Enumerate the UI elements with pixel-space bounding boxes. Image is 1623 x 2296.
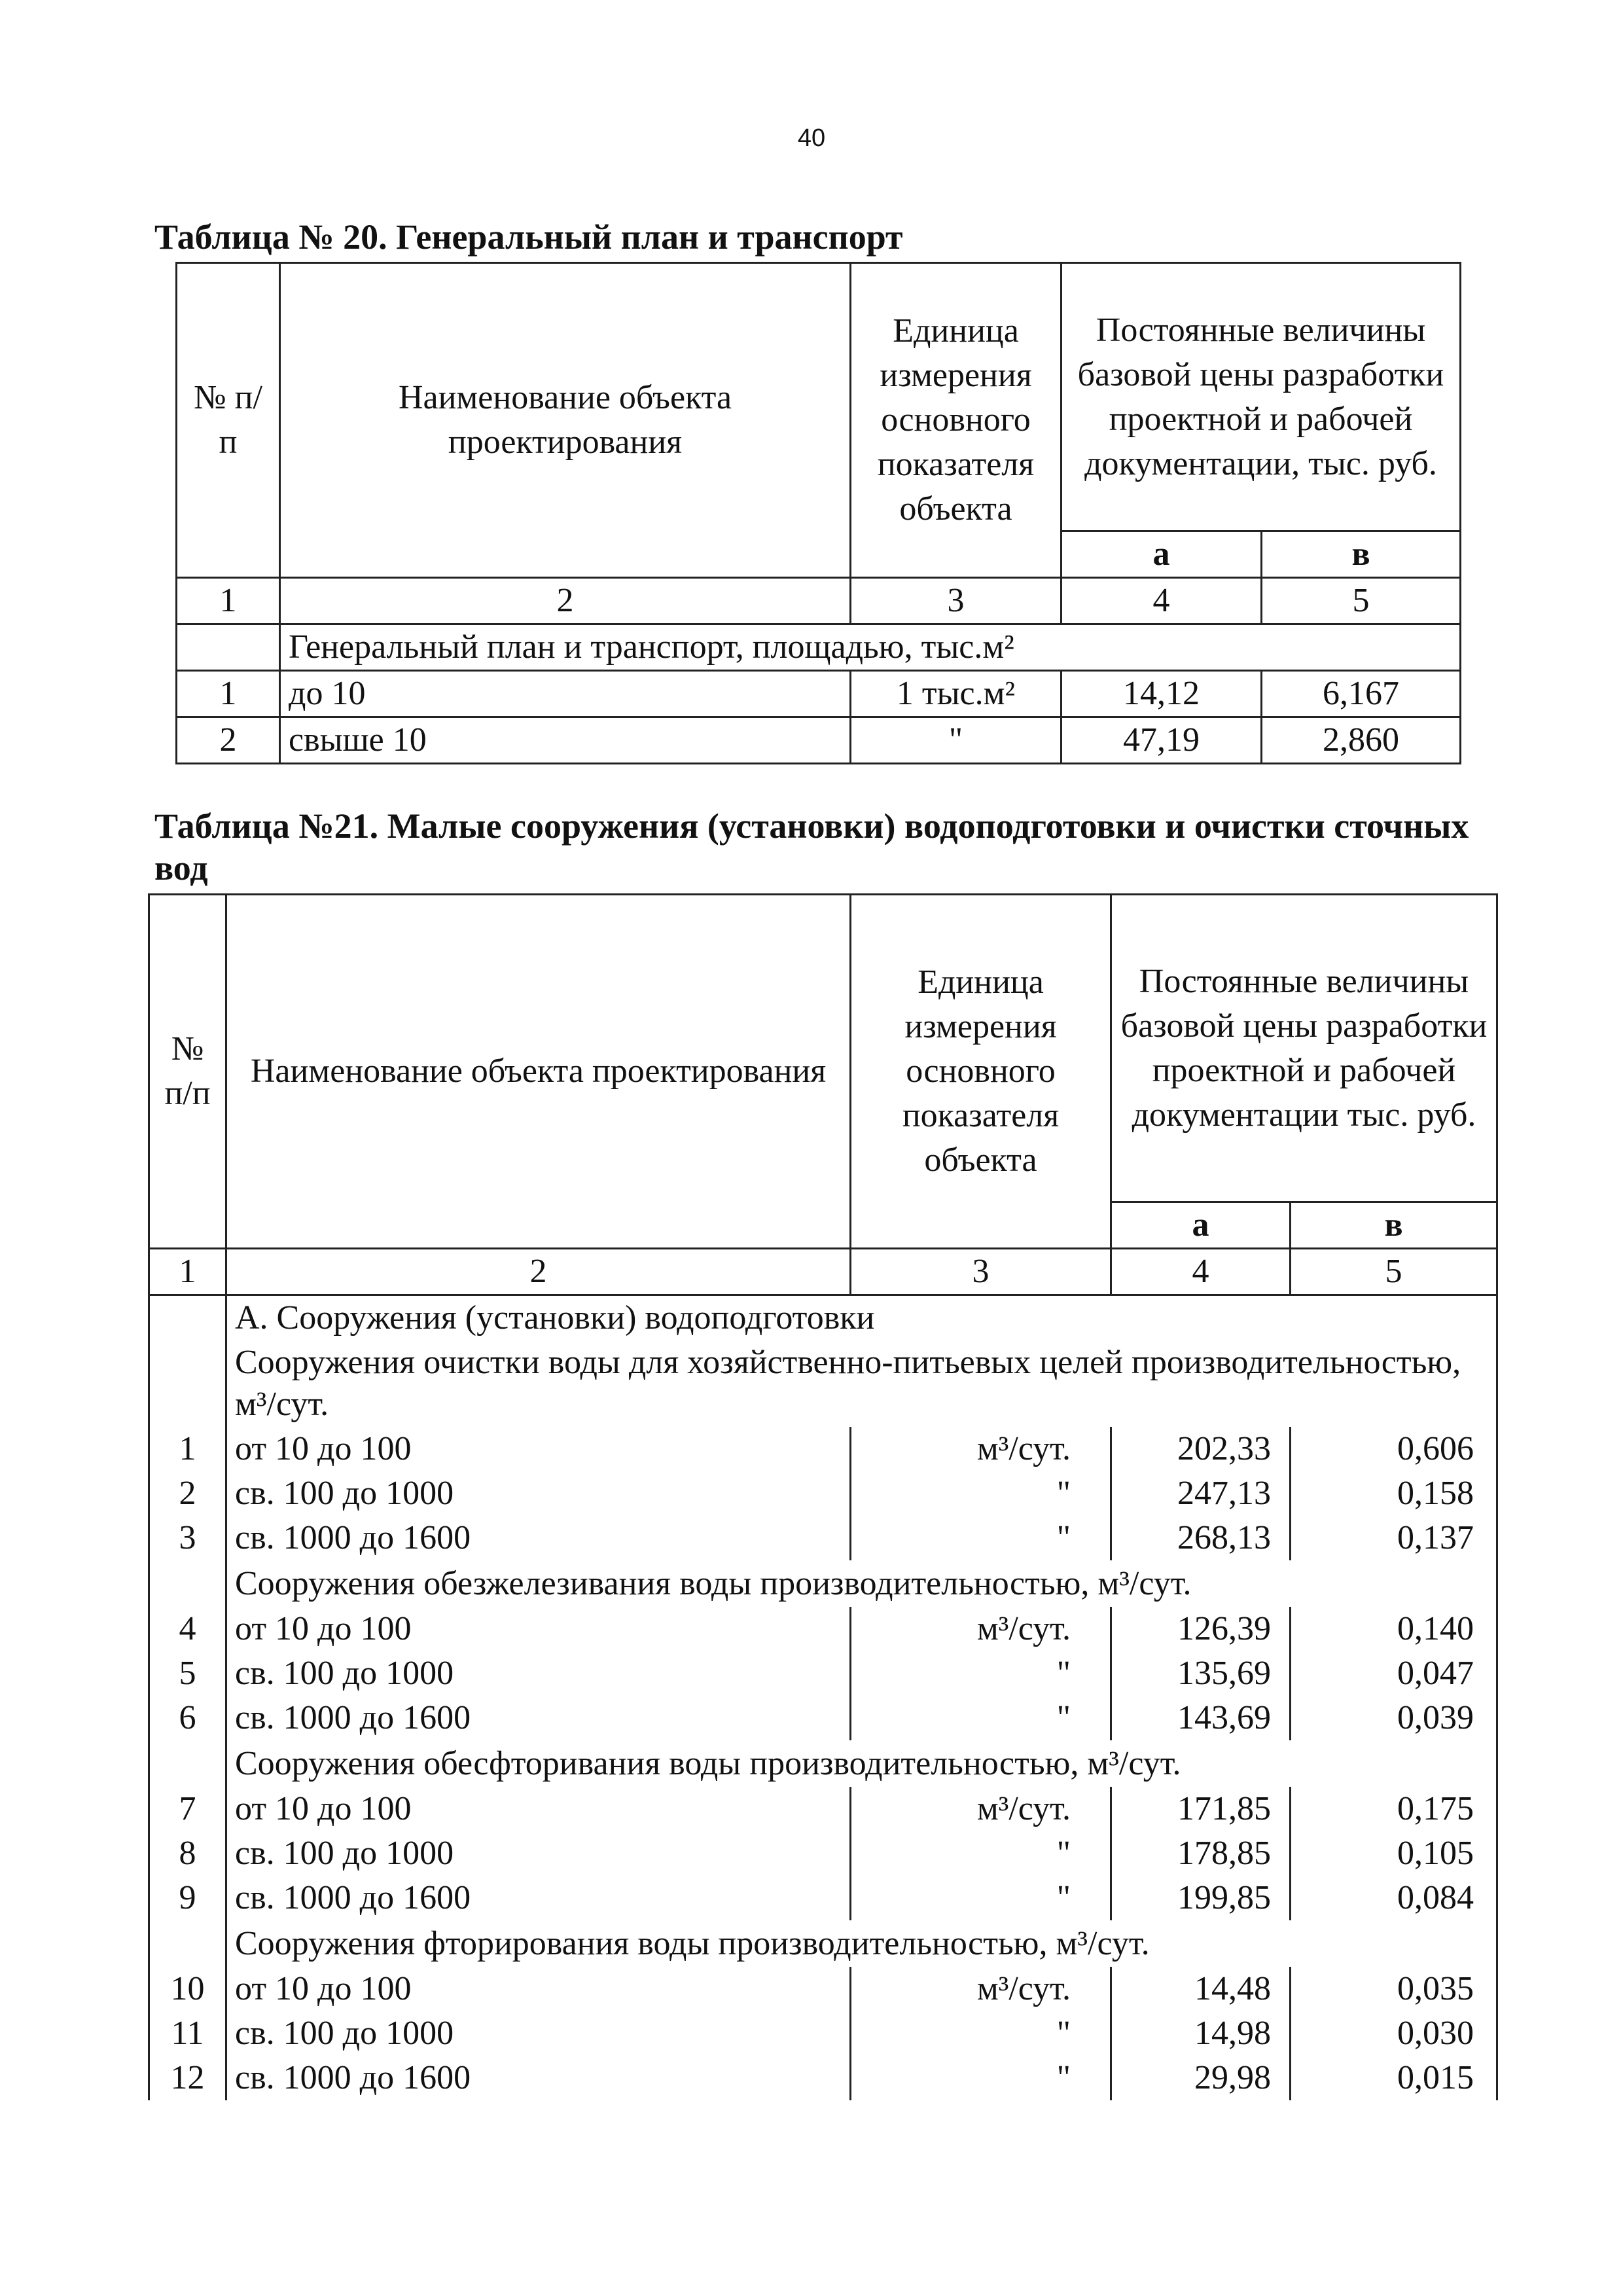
row-value-a: 178,85 — [1111, 1831, 1291, 1876]
table-row — [149, 2056, 1497, 2100]
col-number: 4 — [1061, 578, 1262, 624]
row-number: 7 — [149, 1787, 226, 1831]
section-title: А. Сооружения (установки) водоподготовки — [226, 1295, 1497, 1341]
row-unit: м³/сут. — [851, 1427, 1111, 1471]
table-row — [149, 2011, 1497, 2056]
col-number: 2 — [226, 1249, 851, 1295]
table-row — [149, 1516, 1497, 1560]
row-number: 11 — [149, 2011, 226, 2056]
row-unit: м³/сут. — [851, 1967, 1111, 2011]
row-name: св. 100 до 1000 — [226, 1651, 851, 1696]
col-number: 3 — [851, 578, 1061, 624]
row-name: св. 100 до 1000 — [226, 1831, 851, 1876]
row-value-a: 47,19 — [1061, 717, 1262, 764]
section-title: Генеральный план и транспорт, площадью, тыс.м² — [280, 624, 1461, 671]
header-name: Наименование объекта проектирования — [226, 895, 851, 1249]
header-num: № п/п — [149, 895, 226, 1249]
row-name: св. 100 до 1000 — [226, 1471, 851, 1516]
row-number: 8 — [149, 1831, 226, 1876]
row-name: св. 1000 до 1600 — [226, 1696, 851, 1740]
table-row — [149, 1651, 1497, 1696]
row-unit: " — [851, 1876, 1111, 1920]
empty-cell — [149, 1920, 226, 1967]
header-name: Наименование объекта проектирования — [280, 263, 851, 578]
row-number: 10 — [149, 1967, 226, 2011]
header-const: Постоянные величины базовой цены разработки проектной и рабочей документации тыс. руб. — [1111, 895, 1497, 1202]
row-unit: " — [851, 717, 1061, 764]
row-value-a: 143,69 — [1111, 1696, 1291, 1740]
header-const: Постоянные величины базовой цены разработки проектной и рабочей документации, тыс. руб. — [1061, 263, 1461, 531]
row-unit: " — [851, 1516, 1111, 1560]
table-20-caption: Таблица № 20. Генеральный план и транспорт — [154, 217, 903, 257]
row-unit: м³/сут. — [851, 1787, 1111, 1831]
table-20 — [175, 262, 1461, 764]
group-title-row — [149, 1920, 1497, 1967]
row-value-a: 29,98 — [1111, 2056, 1291, 2100]
row-unit: " — [851, 1471, 1111, 1516]
row-value-b: 0,035 — [1291, 1967, 1497, 2011]
column-numbers-row — [149, 1249, 1497, 1295]
row-value-a: 126,39 — [1111, 1607, 1291, 1651]
table-row — [149, 1967, 1497, 2011]
row-value-a: 268,13 — [1111, 1516, 1291, 1560]
row-value-b: 0,039 — [1291, 1696, 1497, 1740]
header-a: а — [1061, 531, 1262, 578]
table-row — [177, 717, 1461, 764]
row-value-a: 202,33 — [1111, 1427, 1291, 1471]
row-unit: " — [851, 2011, 1111, 2056]
row-unit: " — [851, 1696, 1111, 1740]
group-title-row — [149, 1340, 1497, 1427]
page-number: 40 — [797, 124, 826, 152]
row-value-a: 135,69 — [1111, 1651, 1291, 1696]
row-value-b: 2,860 — [1262, 717, 1461, 764]
row-name: св. 1000 до 1600 — [226, 1876, 851, 1920]
header-unit: Единица измерения основного показателя объекта — [851, 895, 1111, 1249]
table-row — [149, 1471, 1497, 1516]
empty-cell — [149, 1340, 226, 1427]
row-value-b: 0,084 — [1291, 1876, 1497, 1920]
row-value-a: 14,48 — [1111, 1967, 1291, 2011]
section-row — [149, 1295, 1497, 1341]
row-value-a: 199,85 — [1111, 1876, 1291, 1920]
row-value-a: 14,12 — [1061, 671, 1262, 717]
row-unit: " — [851, 1651, 1111, 1696]
table-row — [149, 1831, 1497, 1876]
row-number: 5 — [149, 1651, 226, 1696]
row-number: 6 — [149, 1696, 226, 1740]
row-value-a: 247,13 — [1111, 1471, 1291, 1516]
col-number: 1 — [149, 1249, 226, 1295]
row-value-b: 0,140 — [1291, 1607, 1497, 1651]
row-name: свыше 10 — [280, 717, 851, 764]
col-number: 3 — [851, 1249, 1111, 1295]
col-number: 5 — [1262, 578, 1461, 624]
empty-cell — [177, 624, 280, 671]
row-value-b: 0,606 — [1291, 1427, 1497, 1471]
col-number: 2 — [280, 578, 851, 624]
table-row — [149, 1427, 1497, 1471]
header-num: № п/п — [177, 263, 280, 578]
row-name: от 10 до 100 — [226, 1787, 851, 1831]
row-value-b: 6,167 — [1262, 671, 1461, 717]
group-title: Сооружения обезжелезивания воды производительностью, м³/сут. — [226, 1560, 1497, 1607]
table-row — [149, 1696, 1497, 1740]
row-value-b: 0,015 — [1291, 2056, 1497, 2100]
empty-cell — [149, 1740, 226, 1787]
row-name: св. 100 до 1000 — [226, 2011, 851, 2056]
row-value-b: 0,175 — [1291, 1787, 1497, 1831]
table-row — [177, 671, 1461, 717]
header-b: в — [1262, 531, 1461, 578]
header-unit: Единица измерения основного показателя объекта — [851, 263, 1061, 578]
row-name: св. 1000 до 1600 — [226, 1516, 851, 1560]
col-number: 4 — [1111, 1249, 1291, 1295]
group-title-row — [149, 1560, 1497, 1607]
group-title: Сооружения обесфторивания воды производительностью, м³/сут. — [226, 1740, 1497, 1787]
col-number: 5 — [1291, 1249, 1497, 1295]
row-name: от 10 до 100 — [226, 1967, 851, 2011]
row-unit: 1 тыс.м² — [851, 671, 1061, 717]
col-number: 1 — [177, 578, 280, 624]
row-value-b: 0,158 — [1291, 1471, 1497, 1516]
row-name: от 10 до 100 — [226, 1607, 851, 1651]
table-row — [149, 1876, 1497, 1920]
table-row — [149, 1607, 1497, 1651]
row-number: 2 — [149, 1471, 226, 1516]
row-unit: " — [851, 1831, 1111, 1876]
row-number: 3 — [149, 1516, 226, 1560]
row-unit: " — [851, 2056, 1111, 2100]
table-row — [149, 1787, 1497, 1831]
row-value-a: 14,98 — [1111, 2011, 1291, 2056]
group-title-row — [149, 1740, 1497, 1787]
row-value-b: 0,030 — [1291, 2011, 1497, 2056]
empty-cell — [149, 1295, 226, 1341]
header-b: в — [1291, 1202, 1497, 1249]
table-21 — [148, 893, 1498, 2100]
table-21-body — [149, 1295, 1497, 2101]
header-a: а — [1111, 1202, 1291, 1249]
row-number: 1 — [149, 1427, 226, 1471]
row-value-a: 171,85 — [1111, 1787, 1291, 1831]
row-unit: м³/сут. — [851, 1607, 1111, 1651]
row-number: 2 — [177, 717, 280, 764]
group-title: Сооружения очистки воды для хозяйственно-питьевых целей производительностью, м³/сут. — [226, 1340, 1497, 1427]
row-value-b: 0,047 — [1291, 1651, 1497, 1696]
row-number: 12 — [149, 2056, 226, 2100]
row-number: 1 — [177, 671, 280, 717]
row-number: 4 — [149, 1607, 226, 1651]
row-value-b: 0,137 — [1291, 1516, 1497, 1560]
row-number: 9 — [149, 1876, 226, 1920]
empty-cell — [149, 1560, 226, 1607]
group-title: Сооружения фторирования воды производительностью, м³/сут. — [226, 1920, 1497, 1967]
row-name: от 10 до 100 — [226, 1427, 851, 1471]
row-name: до 10 — [280, 671, 851, 717]
column-numbers-row — [177, 578, 1461, 624]
row-name: св. 1000 до 1600 — [226, 2056, 851, 2100]
table-21-caption: Таблица №21. Малые сооружения (установки) водоподготовки и очистки сточных вод — [154, 806, 1469, 888]
row-value-b: 0,105 — [1291, 1831, 1497, 1876]
